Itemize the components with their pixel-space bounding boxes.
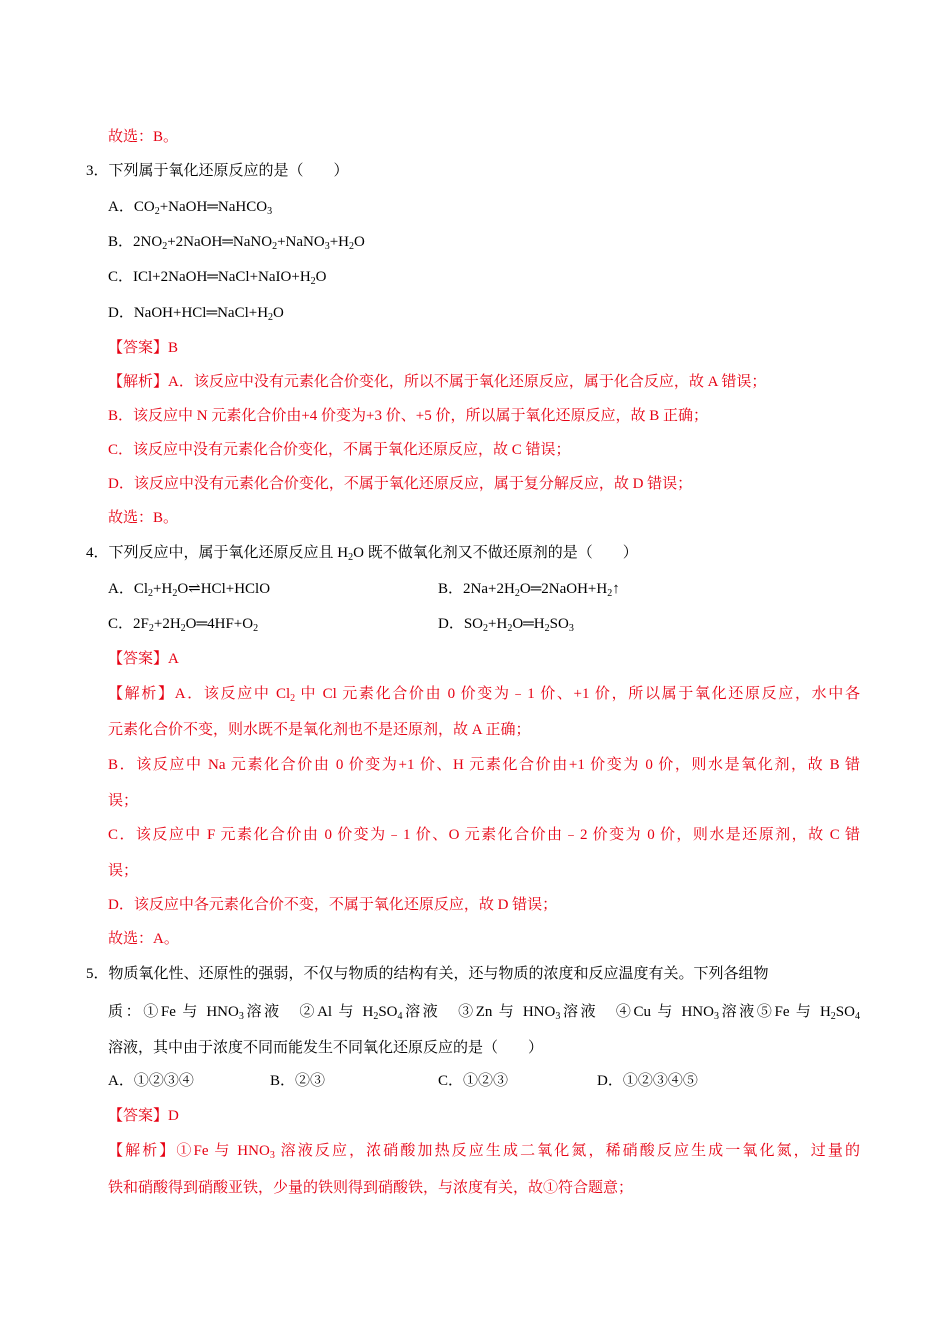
q3-option-d: D．$NaOH+HCl═NaCl+H_2O$	[108, 305, 284, 323]
q3-analysis-a: 【解析】A．该反应中没有元素化合价变化，所以不属于氧化还原反应，属于化合反应，故 A 错误；	[108, 374, 767, 390]
q4-analysis-a-line2: 元素化合价不变，则水既不是氧化剂也不是还原剂，故 A 正确；	[108, 722, 531, 738]
q5-option-d: D．①②③④⑤	[597, 1073, 698, 1089]
q5-analysis-line2: 铁和硝酸得到硝酸亚铁，少量的铁则得到硝酸铁，与浓度有关，故①符合题意；	[108, 1180, 634, 1196]
q4-analysis-c-line2: 误；	[108, 863, 139, 879]
q3-answer: 【答案】B	[108, 340, 179, 356]
q3-stem	[86, 161, 349, 181]
q3-number: 3．	[86, 163, 109, 179]
q4-stem: 4．下列反应中，属于氧化还原反应且 $H_2O$ 既不做氧化剂又不做还原剂的是（ ）	[86, 545, 638, 563]
q3-analysis-c: C．该反应中没有元素化合价变化，不属于氧化还原反应，故 C 错误；	[108, 442, 571, 458]
q4-conclusion: 故选：A。	[108, 931, 179, 947]
q5-stem-line3: 溶液，其中由于浓度不同而能发生不同氧化还原反应的是（ ）	[108, 1040, 544, 1056]
q3-option-c: C．$ICl+2NaOH═NaCl+NaIO+H_2O$	[108, 269, 327, 287]
q3-option-b: B．$2NO_2+2NaOH═NaNO_2+NaNO_3+H_2O$	[108, 234, 365, 252]
q3-analysis-d: D．该反应中没有元素化合价变化，不属于氧化还原反应，属于复分解反应，故 D 错误；	[108, 476, 693, 492]
q5-answer: 【答案】D	[108, 1108, 179, 1124]
q3-conclusion: 故选：B。	[108, 510, 179, 526]
q4-analysis-d: D．该反应中各元素化合价不变，不属于氧化还原反应，故 D 错误；	[108, 897, 558, 913]
q4-analysis-b-line1: B．该反应中 Na 元素化合价由 0 价变为+1 价、H 元素化合价由+1 价变为 0 价，则水是氧化剂，故 B 错	[108, 757, 860, 773]
q3-analysis-b: B．该反应中 N 元素化合价由+4 价变为+3 价、+5 价，所以属于氧化还原反应，故 B 正确；	[108, 408, 708, 424]
prev-conclusion: 故选：B。	[108, 129, 179, 145]
q4-analysis-a-line1: 【解析】A．该反应中 $Cl_2$ 中 Cl 元素化合价由 0 价变为﹣1 价、+1 价，所以属于氧化还原反应，水中各	[108, 686, 860, 704]
q5-stem-line1: 5．物质氧化性、还原性的强弱，不仅与物质的结构有关，还与物质的浓度和反应温度有关。下列各组物	[86, 966, 769, 982]
q4-analysis-b-line2: 误；	[108, 793, 139, 809]
q4-option-c: C．$2F_2+2H_2O═4HF+O_2$	[108, 616, 259, 634]
q5-option-a: A．①②③④	[108, 1073, 194, 1089]
q5-option-c: C．①②③	[438, 1073, 509, 1089]
q4-option-b: B．$2Na+2H_2O═2NaOH+H_2↑$	[438, 581, 620, 599]
q4-answer: 【答案】A	[108, 651, 179, 667]
q4-option-a: A．$Cl_2+H_2O\rightleftharpoons HCl+HClO$	[108, 581, 271, 599]
q3-option-a: A．$CO_2+NaOH═NaHCO_3$	[108, 199, 273, 217]
q5-option-b: B．②③	[270, 1073, 326, 1089]
q4-analysis-c-line1: C．该反应中 F 元素化合价由 0 价变为﹣1 价、O 元素化合价由﹣2 价变为 0 价，则水是还原剂，故 C 错	[108, 827, 860, 843]
q4-option-d: D．$SO_2+H_2O═H_2SO_3$	[438, 616, 574, 634]
q5-stem-line2: 质：①Fe 与 $HNO_3$溶液 ②Al 与 $H_2SO_4$溶液 ③Zn 与 $HNO_3$溶液 ④Cu 与 $HNO_3$溶液⑤Fe 与 $H_2SO_4$	[108, 1004, 860, 1022]
q3-stem-text: 下列属于氧化还原反应的是（ ）	[108, 163, 349, 179]
q5-analysis-line1: 【解析】①Fe 与 $HNO_3$ 溶液反应，浓硝酸加热反应生成二氧化氮，稀硝酸反应生成一氧化氮，过量的	[108, 1143, 860, 1161]
